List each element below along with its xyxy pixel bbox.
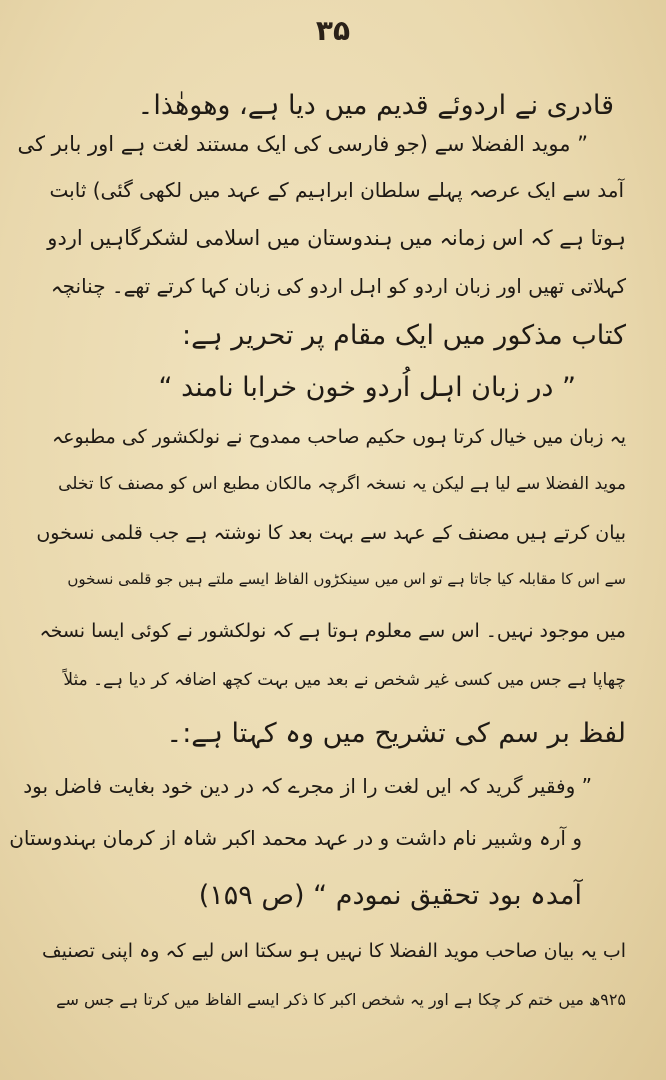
- text-line: بیان کرتے ہیں مصنف کے عہد سے بہت بعد کا نوشتہ ہے جب قلمی نسخوں: [36, 522, 626, 544]
- text-line: موید الفضلا سے لیا ہے لیکن یہ نسخہ اگرچہ مالکان مطبع اس کو مصنف کا تخلی: [58, 474, 626, 494]
- text-line: لفظ بر سم کی تشریح میں وہ کہتا ہے:۔: [166, 718, 626, 749]
- quoted-line: ” وفقیر گرید کہ ایں لغت را از مجرے کہ در دین خود بغایت فاضل بود: [23, 774, 592, 798]
- quoted-line: و آرہ وشبیر نام داشت و در عہد محمد اکبر شاہ از کرمان بہندوستان: [9, 826, 582, 850]
- text-line: ہوتا ہے کہ اس زمانہ میں ہندوستان میں اسلامی لشکرگاہیں اردو: [47, 226, 626, 250]
- text-line: آمد سے ایک عرصہ پہلے سلطان ابراہیم کے عہد میں لکھی گئی) ثابت: [49, 178, 624, 202]
- quoted-line: ” در زبان اہل اُردو خون خرابا نامند “: [158, 372, 576, 403]
- quoted-line: آمدہ بود تحقیق نمودم “ (ص ۱۵۹): [198, 880, 582, 911]
- text-line: کتاب مذکور میں ایک مقام پر تحریر ہے:: [181, 320, 626, 351]
- page-number: ۳۵: [315, 14, 351, 47]
- text-line: ” موید الفضلا سے (جو فارسی کی ایک مستند لغت ہے اور بابر کی: [17, 132, 588, 156]
- text-line: یہ زبان میں خیال کرتا ہوں حکیم صاحب ممدوح نے نولکشور کی مطبوعہ: [52, 426, 626, 448]
- text-line: میں موجود نہیں۔ اس سے معلوم ہوتا ہے کہ نولکشور نے کوئی ایسا نسخہ: [39, 620, 626, 642]
- text-line: چھاپا ہے جس میں کسی غیر شخص نے بعد میں بہت کچھ اضافہ کر دیا ہے۔ مثلاً: [63, 670, 626, 690]
- text-line: ۹۲۵ھ میں ختم کر چکا ہے اور یہ شخص اکبر کا ذکر ایسے الفاظ میں کرتا ہے جس سے: [56, 990, 626, 1009]
- text-line: کہلاتی تھیں اور زبان اردو کو اہل اردو کی زبان کہا کرتے تھے۔ چنانچہ: [50, 274, 626, 298]
- text-line: اب یہ بیان صاحب موید الفضلا کا نہیں ہو سکتا اس لیے کہ وہ اپنی تصنیف: [42, 940, 626, 962]
- text-line: قادری نے اردوئے قدیم میں دیا ہے، وھوھٰذا۔: [137, 90, 614, 121]
- text-line: سے اس کا مقابلہ کیا جاتا ہے تو اس میں سینکڑوں الفاظ ایسے ملتے ہیں جو قلمی نسخوں: [67, 570, 626, 588]
